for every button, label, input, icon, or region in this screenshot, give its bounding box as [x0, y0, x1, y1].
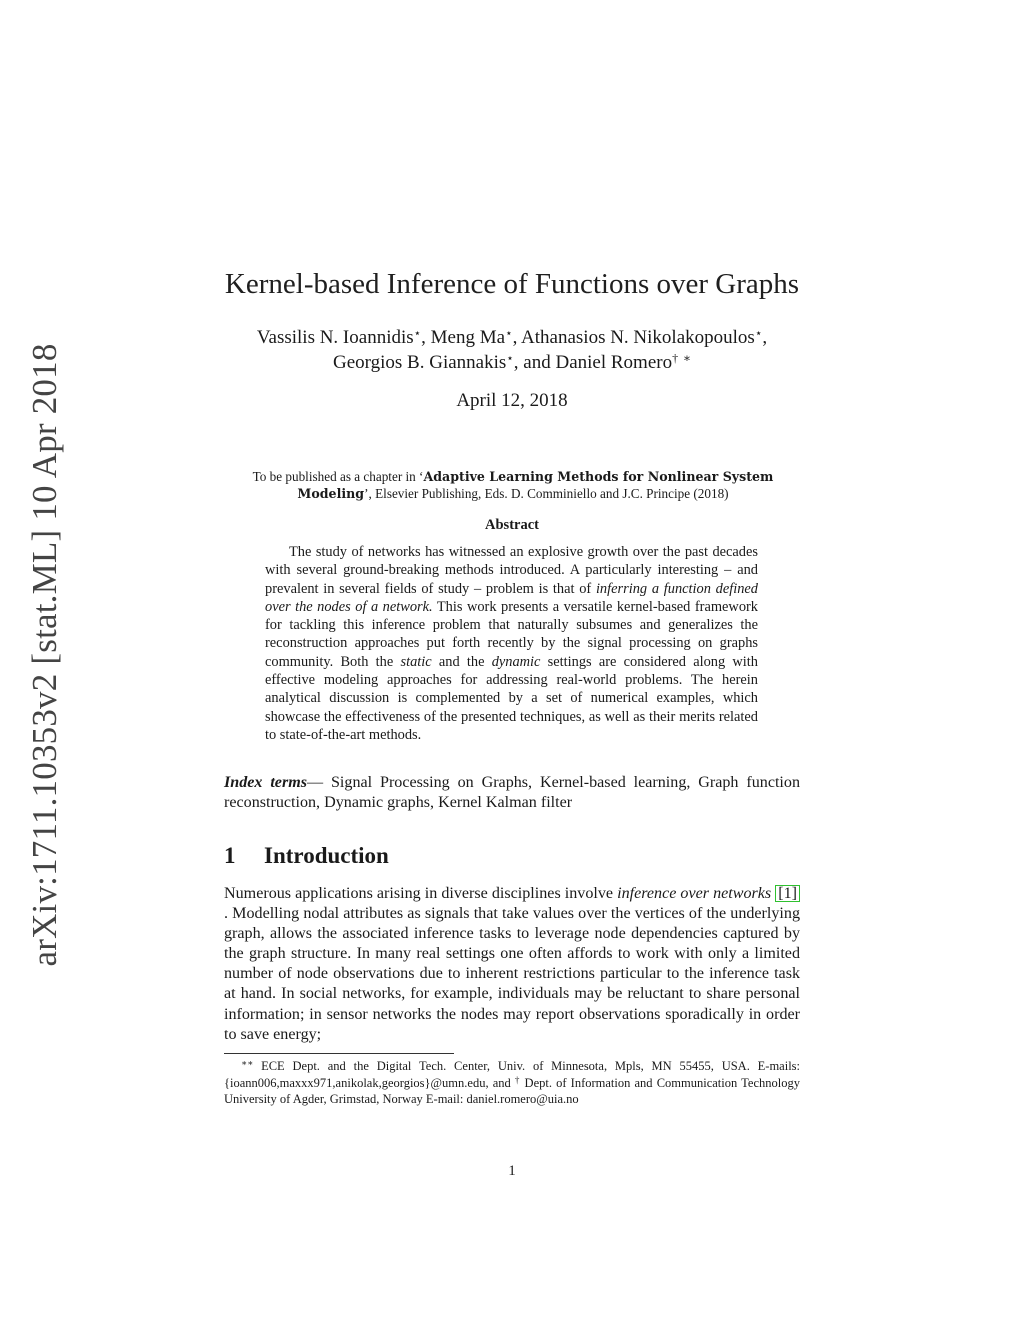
section-title: Introduction: [264, 843, 389, 868]
author-name: Meng Ma: [430, 327, 506, 348]
author-list: Vassilis N. Ioannidis⋆, Meng Ma⋆, Athanasios N. Nikolakopoulos⋆, Georgios B. Giannakis⋆, and Daniel Romero† ∗: [256, 326, 768, 373]
book-title: Adaptive Learning Methods for Nonlinear System Modeling: [297, 469, 774, 501]
author-name: Georgios B. Giannakis: [333, 352, 507, 373]
arxiv-identifier: arXiv:1711.10353v2 [stat.ML] 10 Apr 2018: [25, 343, 64, 967]
footnote-asterisk: ∗: [682, 351, 691, 365]
footnote: ∗∗ ECE Dept. and the Digital Tech. Center, Univ. of Minnesota, Mpls, MN 55455, USA. E-mails:{ioann006,maxxx971,anikolak,georgios}@umn.edu, and † Dept. of Information and Communication Technology University of Agder, Grimstad, Norway E-mail: daniel.romero@uia.no: [224, 1058, 801, 1107]
abstract-heading: Abstract: [485, 517, 539, 533]
section-heading: [224, 843, 389, 869]
index-terms: Index terms— Signal Processing on Graphs, Kernel-based learning, Graph function reconstruction, Dynamic graphs, Kernel Kalman filter: [224, 774, 800, 811]
footnote-mark: ∗∗: [241, 1058, 254, 1068]
page-number: 1: [508, 1163, 516, 1179]
citation-link[interactable]: [1]: [775, 885, 800, 902]
author-name: , and Daniel Romero: [513, 352, 673, 373]
author-name: Vassilis N. Ioannidis: [256, 327, 414, 348]
affiliation-dagger: †: [514, 1074, 521, 1085]
index-terms-text: Signal Processing on Graphs, Kernel-based learning, Graph function reconstruction, Dynamic graphs, Kernel Kalman filter: [224, 774, 800, 811]
introduction-paragraph: Numerous applications arising in diverse disciplines involve inference over networks [1]. Modelling nodal attributes as signals that take values over the vertices of the underlying graph, allows the associated inference tasks to leverage node dependencies captured by the graph structure. In many real settings one often affords to work with only a limited number of node observations due to inherent restrictions particular to the inference task at hand. In social networks, for example, individuals may be reluctant to share personal information; in sensor networks the nodes may report observations sporadically in order to save energy;: [224, 885, 800, 1043]
index-terms-label: Index terms: [224, 774, 307, 791]
section-number: 1: [224, 843, 236, 868]
affiliation-star: ⋆: [754, 326, 763, 340]
author-name: Athanasios N. Nikolakopoulos: [521, 327, 755, 348]
paper-date: April 12, 2018: [456, 390, 568, 411]
affiliation-dagger: †: [672, 351, 679, 365]
abstract-body: The study of networks has witnessed an explosive growth over the past decades with several ground-breaking methods introduced. A particularly interesting – and prevalent in several fields of study – problem is that of inferring a function defined over the nodes of a network. This work presents a versatile kernel-based framework for tackling this inference problem that naturally subsumes and generalizes the reconstruction approaches put forth recently by the signal processing on graphs community. Both the static and the dynamic settings are considered along with effective modeling approaches for addressing real-world problems. The herein analytical discussion is complemented by a set of numerical examples, which showcase the effectiveness of the presented techniques, as well as their merits related to state-of-the-art methods.: [265, 544, 759, 743]
paper-title: Kernel-based Inference of Functions over Graphs: [224, 268, 800, 300]
affiliation-star: ⋆: [506, 351, 514, 365]
affiliation-star: ⋆: [413, 326, 422, 340]
publication-note: To be published as a chapter in ‘Adaptive Learning Methods for Nonlinear System Modeling’, Elsevier Publishing, Eds. D. Comminiello and J.C. Principe (2018): [252, 469, 774, 501]
footnote-rule: [224, 1053, 454, 1054]
arxiv-stamp: [0, 0, 64, 967]
affiliation-star: ⋆: [505, 326, 513, 340]
